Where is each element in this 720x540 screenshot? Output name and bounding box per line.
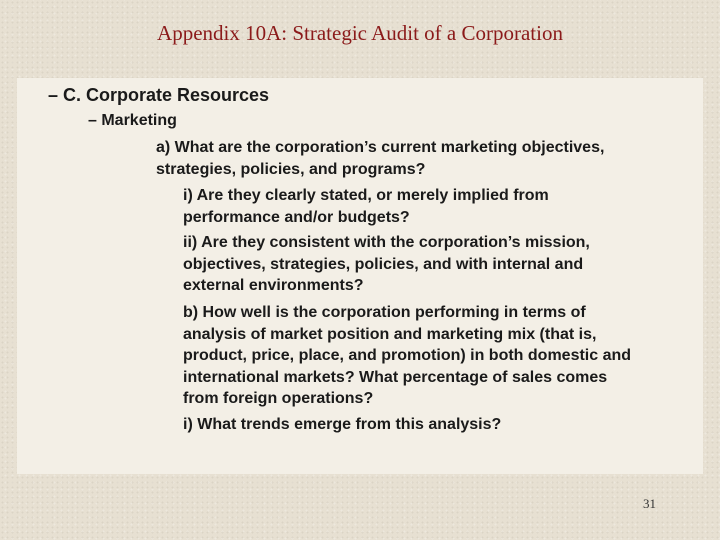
question-a-ii — [183, 232, 590, 297]
question-a-line-2: strategies, policies, and programs? — [156, 160, 426, 178]
question-b-line-5: from foreign operations? — [183, 390, 374, 407]
question-a — [156, 137, 604, 180]
question-b-i-line-1: i) What trends emerge from this analysis? — [183, 416, 502, 433]
question-b-line-4: international markets? What percentage of sales comes — [183, 368, 608, 386]
subsection-heading: – Marketing — [88, 112, 177, 129]
question-a-i — [183, 185, 549, 228]
question-b-line-1: b) How well is the corporation performing in terms of — [183, 304, 586, 321]
question-a-ii-line-3: external environments? — [183, 277, 364, 294]
question-a-ii-line-2: objectives, strategies, policies, and with internal and — [183, 255, 584, 273]
slide-title: Appendix 10A: Strategic Audit of a Corporation — [157, 21, 563, 45]
question-b-line-3: product, price, place, and promotion) in both domestic and — [183, 347, 632, 364]
question-b-i — [183, 414, 501, 436]
question-a-i-line-2: performance and/or budgets? — [183, 208, 410, 226]
question-b — [183, 302, 631, 410]
question-b-line-2: analysis of market position and marketing mix (that is, — [183, 325, 597, 343]
section-heading: – C. Corporate Resources — [48, 85, 270, 105]
page-number: 31 — [643, 496, 656, 511]
question-a-line-1: a) What are the corporation’s current marketing objectives, — [156, 139, 605, 156]
question-a-i-line-1: i) Are they clearly stated, or merely implied from — [183, 187, 549, 204]
question-a-ii-line-1: ii) Are they consistent with the corporation’s mission, — [183, 234, 590, 251]
